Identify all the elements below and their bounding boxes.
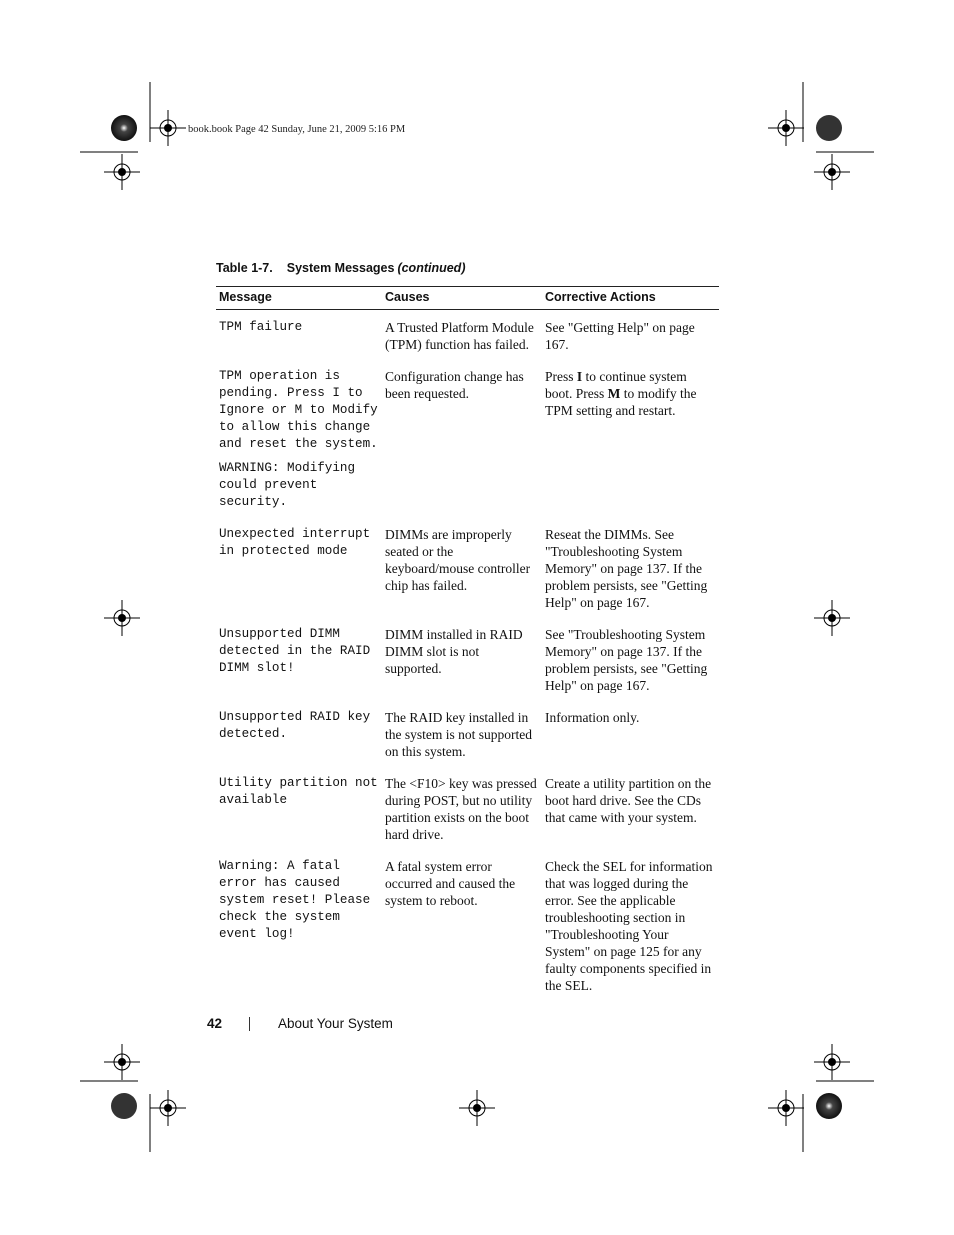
table-row <box>216 310 719 360</box>
footer-section-title: About Your System <box>278 1016 393 1031</box>
message-cell <box>216 359 382 517</box>
actions-cell: Create a utility partition on the boot hard drive. See the CDs that came with your system. <box>545 776 712 825</box>
footer-divider <box>249 1017 250 1031</box>
actions-cell: See "Troubleshooting System Memory" on page 137. If the problem persists, see "Getting Help" on page 167. <box>545 627 708 693</box>
book-header-line: book.book Page 42 Sunday, June 21, 2009 5:16 PM <box>188 124 406 135</box>
registration-mark-icon <box>814 600 850 636</box>
table-row <box>216 849 719 1000</box>
message-text: Utility partition not available <box>219 776 378 807</box>
actions-cell: Check the SEL for information that was logged during the error. See the applicable troubleshooting section in "Troubleshooting Your System" on page 125 for any faulty components specified in the SEL. <box>545 859 713 993</box>
registration-mark-icon <box>104 600 140 636</box>
message-text: Unsupported RAID key detected. <box>219 710 371 741</box>
causes-cell: Configuration change has been requested. <box>385 369 524 401</box>
message-cell <box>216 517 382 617</box>
message-cell <box>216 617 382 700</box>
registration-mark-icon <box>814 154 850 190</box>
table-header-row <box>216 287 719 310</box>
table-continued-label: (continued) <box>397 261 466 275</box>
message-text: Warning: A fatal error has caused system reset! Please check the system event log! <box>219 859 371 941</box>
table-row <box>216 517 719 617</box>
actions-cell <box>542 359 719 517</box>
starburst-mark-icon <box>816 1093 842 1119</box>
column-header-causes: Causes <box>382 287 542 310</box>
table-caption <box>216 261 465 275</box>
column-header-corrective-actions: Corrective Actions <box>542 287 719 310</box>
starburst-mark-icon <box>111 115 137 141</box>
table-row <box>216 359 719 517</box>
table-row <box>216 617 719 700</box>
registration-mark-icon <box>150 110 186 146</box>
message-warning-text: WARNING: Modifying could prevent security. <box>219 461 356 509</box>
actions-text: Press <box>545 369 577 384</box>
column-header-message: Message <box>216 287 382 310</box>
message-text: Unsupported DIMM detected in the RAID DIMM slot! <box>219 627 371 675</box>
table-title: System Messages <box>286 261 395 275</box>
table-number: Table 1-7. <box>216 261 273 275</box>
message-text: TPM failure <box>219 320 303 334</box>
message-cell <box>216 849 382 1000</box>
message-cell <box>216 700 382 766</box>
registration-mark-icon <box>150 1090 186 1126</box>
causes-cell: A Trusted Platform Module (TPM) function has failed. <box>385 320 534 352</box>
registration-mark-icon <box>814 1044 850 1080</box>
registration-mark-icon <box>459 1090 495 1126</box>
starburst-mark-icon <box>111 1093 137 1119</box>
message-cell <box>216 310 382 360</box>
actions-text: to continue system boot. Press <box>545 369 687 401</box>
page-number: 42 <box>207 1016 223 1031</box>
system-messages-table <box>216 286 719 1000</box>
actions-cell: Information only. <box>545 710 640 725</box>
table-row <box>216 700 719 766</box>
causes-cell: DIMMs are improperly seated or the keyboard/mouse controller chip has failed. <box>385 527 531 593</box>
registration-mark-icon <box>768 1090 804 1126</box>
causes-cell: The RAID key installed in the system is not supported on this system. <box>385 710 532 759</box>
starburst-mark-icon <box>816 115 842 141</box>
registration-mark-icon <box>104 154 140 190</box>
message-text: TPM operation is pending. Press I to Ignore or M to Modify to allow this change and reset the system. <box>219 369 378 451</box>
key-m: M <box>607 386 621 401</box>
registration-mark-icon <box>104 1044 140 1080</box>
causes-cell: DIMM installed in RAID DIMM slot is not supported. <box>385 627 523 676</box>
causes-cell: The <F10> key was pressed during POST, but no utility partition exists on the boot hard drive. <box>385 776 537 842</box>
table-row <box>216 766 719 849</box>
registration-mark-icon <box>768 110 804 146</box>
key-i: I <box>576 369 583 384</box>
causes-cell: A fatal system error occurred and caused the system to reboot. <box>385 859 516 908</box>
actions-text: to modify the TPM setting and restart. <box>545 386 697 418</box>
actions-cell: See "Getting Help" on page 167. <box>545 320 695 352</box>
message-cell <box>216 766 382 849</box>
actions-cell: Reseat the DIMMs. See "Troubleshooting System Memory" on page 137. If the problem persists, see "Getting Help" on page 167. <box>545 527 708 610</box>
message-text: Unexpected interrupt in protected mode <box>219 527 371 558</box>
